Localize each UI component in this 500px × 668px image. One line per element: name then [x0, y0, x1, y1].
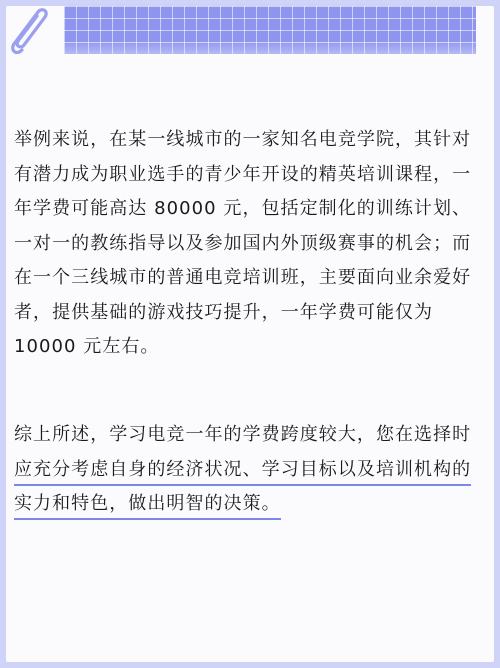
text-line: 有潜力成为职业选手的青少年开设的精英培训课程，一 [14, 163, 472, 185]
paragraph-summary [14, 418, 492, 522]
grid-strip-fade [64, 40, 476, 54]
underline-highlight: 应充分考虑自身的经济状况、学习目标以及培训机构的 [14, 457, 471, 486]
text-line-underlined [14, 487, 492, 522]
text-line: 一对一的教练指导以及参加国内外顶级赛事的机会；而 [14, 232, 472, 254]
text-line: 10000 元左右。 [14, 336, 160, 357]
text-line: 综上所述，学习电竞一年的学费跨度较大，您在选择时 [14, 424, 472, 445]
text-line: 年学费可能高达 80000 元，包括定制化的训练计划、 [14, 198, 472, 219]
text-line: 在一个三线城市的普通电竞培训班，主要面向业余爱好 [14, 267, 472, 288]
text-line-underlined [14, 453, 492, 488]
underline-highlight: 实力和特色，做出明智的决策。 [14, 491, 281, 520]
paragraph-example [14, 123, 492, 365]
text-line: 举例来说，在某一线城市的一家知名电竞学院，其针对 [14, 129, 472, 150]
paperclip-icon [2, 2, 54, 58]
text-line: 者，提供基础的游戏技巧提升，一年学费可能仅为 [14, 301, 434, 323]
